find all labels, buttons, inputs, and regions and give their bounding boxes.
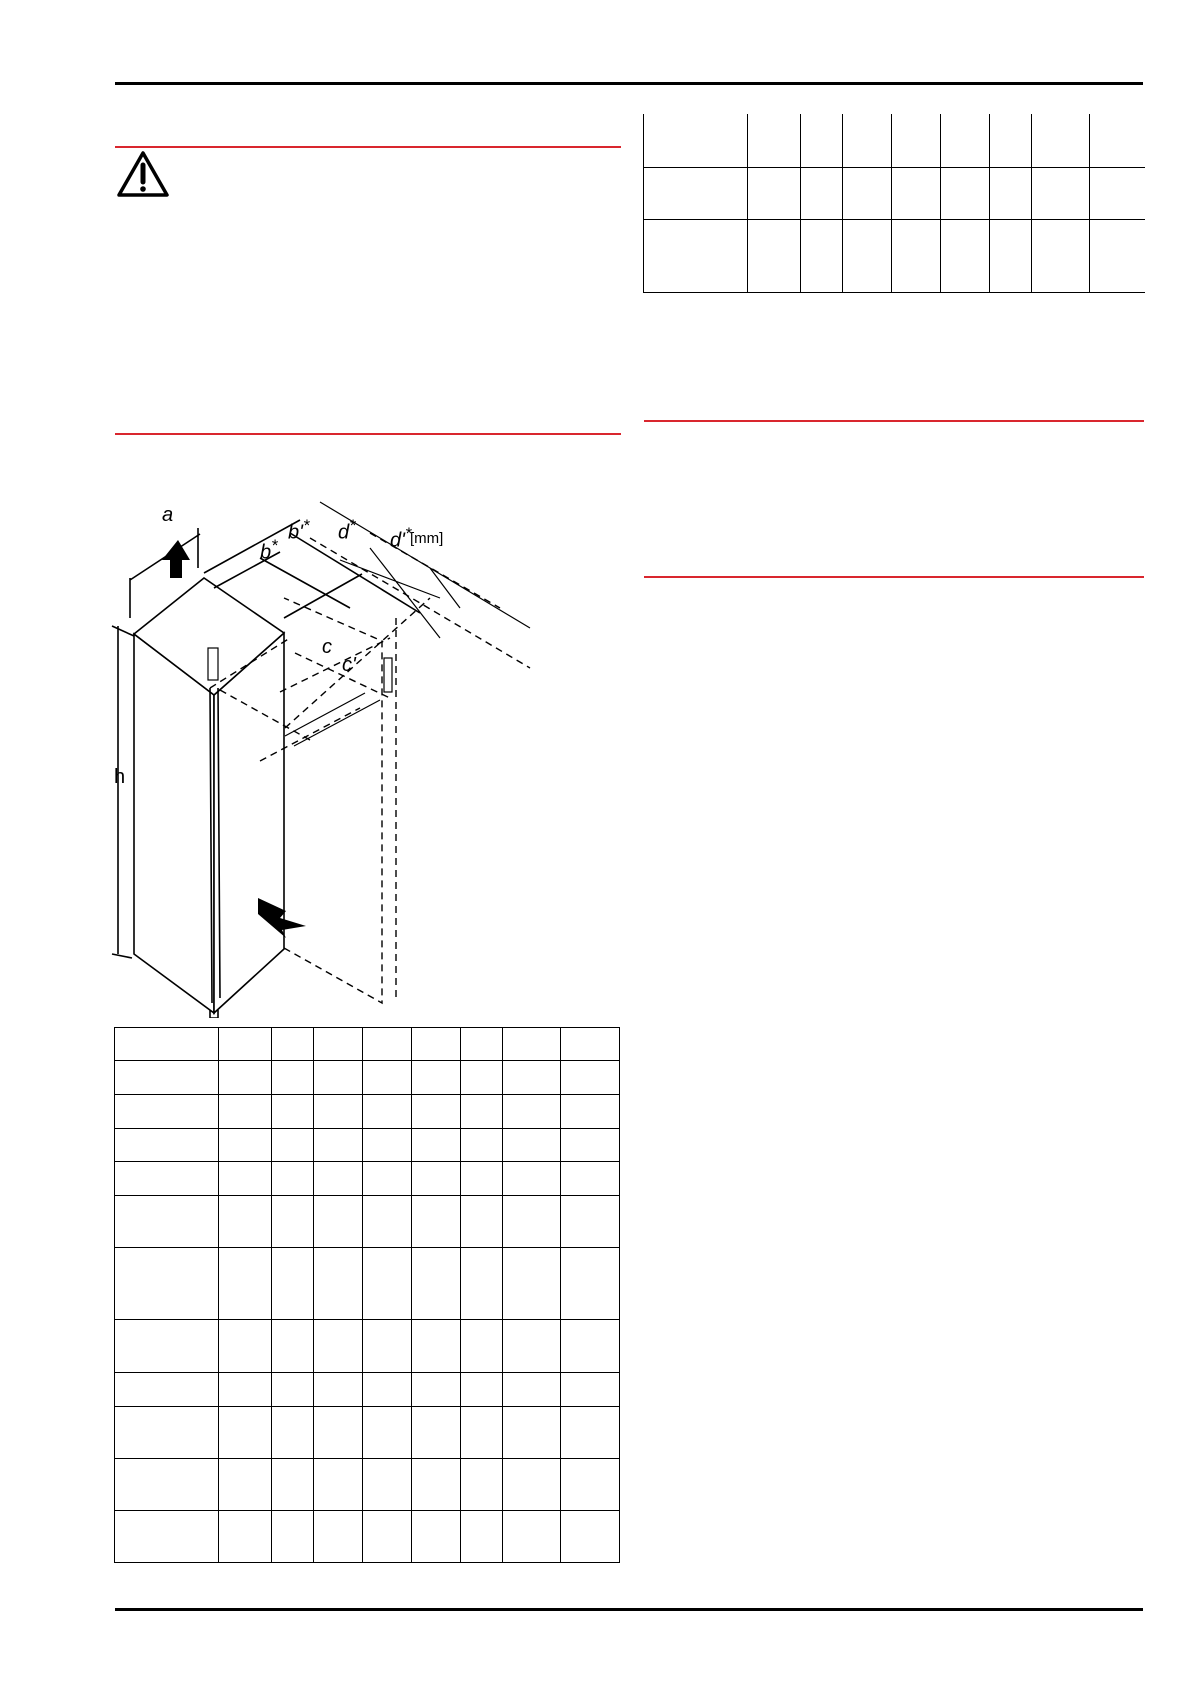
unit-label: [mm]: [410, 530, 444, 547]
table-row: [115, 1373, 620, 1407]
dim-label-c-prime: c': [342, 654, 356, 676]
section-rule-right-2: [644, 576, 1144, 578]
table-row: [115, 1320, 620, 1373]
dim-label-b-prime: b'*: [288, 516, 310, 544]
table-row: [115, 1196, 620, 1248]
arrow-up-icon: [162, 540, 190, 578]
dim-label-c: c: [322, 636, 332, 658]
table-row: [115, 1459, 620, 1511]
table-row: [115, 1248, 620, 1320]
table-row: [115, 1061, 620, 1095]
top-right-table: [643, 114, 1145, 293]
table-row: [115, 1129, 620, 1162]
top-rule: [115, 82, 1143, 85]
table-row: [644, 219, 1145, 292]
table-row: [115, 1407, 620, 1459]
table-row: [115, 1162, 620, 1196]
dim-label-b: b*: [260, 536, 278, 564]
table-row: [115, 1028, 620, 1061]
section-rule-right-1: [644, 420, 1144, 422]
table-row: [644, 114, 1145, 167]
table-row: [115, 1095, 620, 1129]
dim-label-d: d*: [338, 516, 356, 544]
dim-label-d-prime: d'*: [390, 524, 412, 552]
table-row: [644, 167, 1145, 219]
bottom-rule: [115, 1608, 1143, 1611]
warning-triangle-icon: [116, 150, 170, 198]
dim-label-h: h: [114, 766, 126, 788]
table-row: [115, 1511, 620, 1563]
section-rule-dimensions: [115, 433, 621, 435]
appliance-drawing: [110, 478, 560, 1018]
section-rule-warning: [115, 146, 621, 148]
dimensions-table: [114, 1027, 620, 1563]
appliance-dimension-figure: [110, 478, 560, 1018]
dim-label-a: a: [162, 504, 174, 526]
